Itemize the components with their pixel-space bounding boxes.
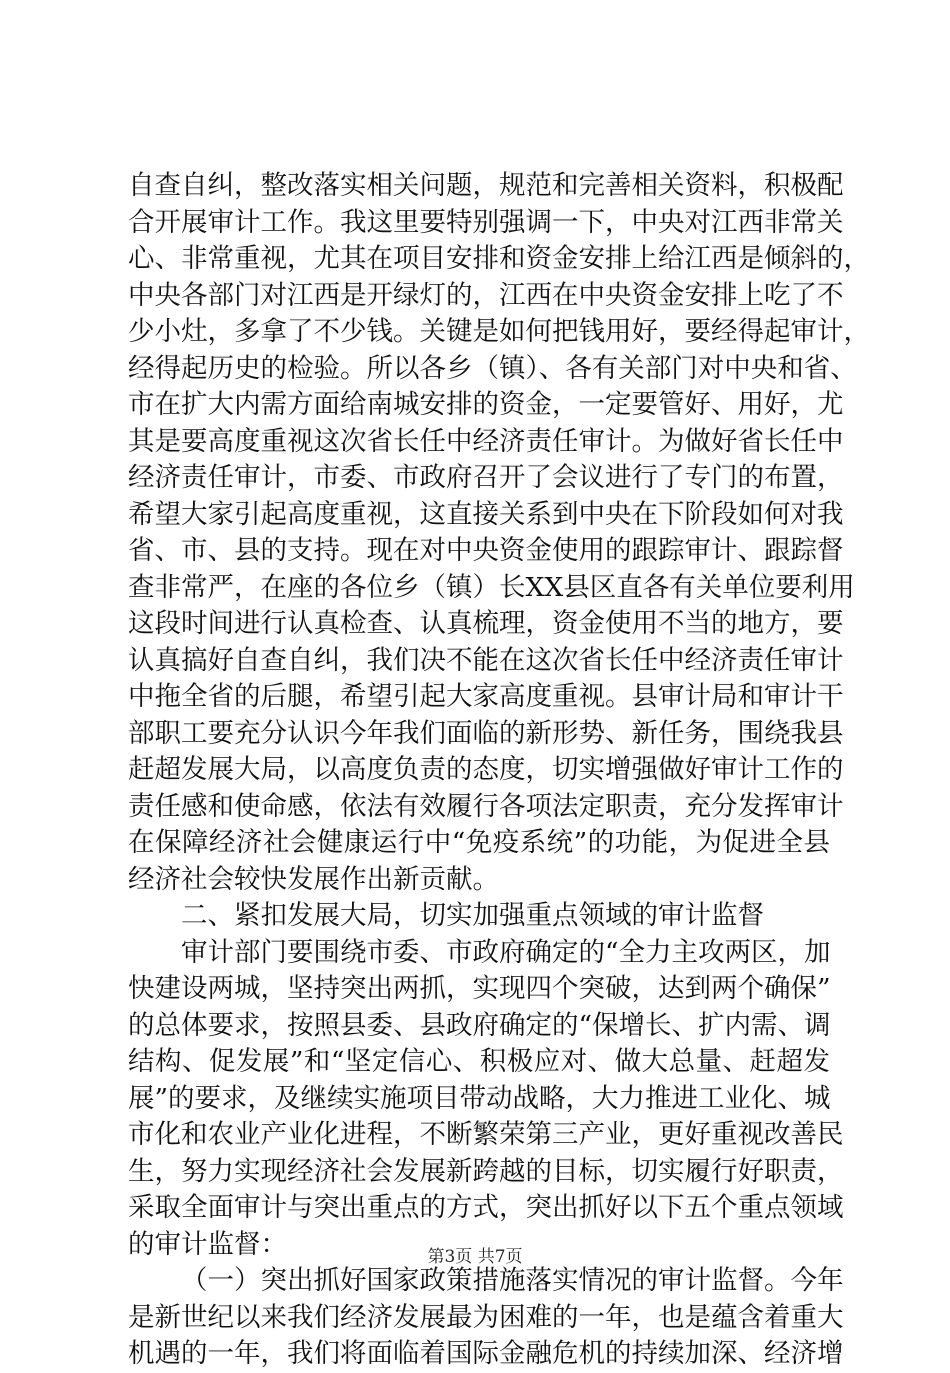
document-body <box>128 168 870 1373</box>
text-line: 快建设两城，坚持突出两抓，实现四个突破，达到两个确保” <box>128 973 831 1004</box>
text-line: 合开展审计工作。我这里要特别强调一下，中央对江西非常关 <box>128 206 844 238</box>
text-line: 查非常严，在座的各位乡（镇）长XX县区直各有关单位要利用 <box>128 571 855 603</box>
text-line: 经得起历史的检验。所以各乡（镇）、各有关部门对中央和省、 <box>128 352 857 384</box>
text-line: 机遇的一年，我们将面临着国际金融危机的持续加深、经济增 <box>128 1338 844 1369</box>
text-line: 经济社会较快发展作出新贡献。 <box>128 863 499 895</box>
text-line: 希望大家引起高度重视，这直接关系到中央在下阶段如何对我 <box>128 498 844 530</box>
text-line: 采取全面审计与突出重点的方式，突出抓好以下五个重点领域 <box>128 1192 844 1223</box>
text-line: 责任感和使命感，依法有效履行各项法定职责，充分发挥审计 <box>128 790 844 822</box>
page-footer: 第3页 共7页 <box>427 1247 523 1267</box>
text-line: 市在扩大内需方面给南城安排的资金，一定要管好、用好，尤 <box>128 389 844 420</box>
text-line: 生，努力实现经济社会发展新跨越的目标，切实履行好职责， <box>128 1155 844 1187</box>
text-line: 少小灶，多拿了不少钱。关键是如何把钱用好，要经得起审计， <box>128 316 870 347</box>
text-line: 心、非常重视，尤其在项目安排和资金安排上给江西是倾斜的， <box>128 243 870 274</box>
text-line: 赶超发展大局，以高度负责的态度，切实增强做好审计工作的 <box>128 754 844 785</box>
section-heading: 二、紧扣发展大局，切实加强重点领域的审计监督 <box>181 900 764 931</box>
text-line: 自查自纠，整改落实相关问题，规范和完善相关资料，积极配 <box>128 170 844 201</box>
text-line: 在保障经济社会健康运行中“免疫系统”的功能，为促进全县 <box>128 827 830 858</box>
text-line: 中拖全省的后腿，希望引起大家高度重视。县审计局和审计干 <box>128 681 844 712</box>
text-line: 审计部门要围绕市委、市政府确定的“全力主攻两区，加 <box>181 936 831 968</box>
text-line: 省、市、县的支持。现在对中央资金使用的跟踪审计、跟踪督 <box>128 535 844 566</box>
text-line: 市化和农业产业化进程，不断繁荣第三产业，更好重视改善民 <box>128 1119 844 1150</box>
text-line: 这段时间进行认真检查、认真梳理，资金使用不当的地方，要 <box>128 608 844 639</box>
text-line: 的审计监督： <box>128 1228 287 1260</box>
text-line: 其是要高度重视这次省长任中经济责任审计。为做好省长任中 <box>128 425 844 457</box>
text-line: 展”的要求，及继续实施项目带动战略，大力推进工业化、城 <box>128 1082 831 1114</box>
text-line: （一）突出抓好国家政策措施落实情况的审计监督。今年 <box>181 1265 844 1296</box>
text-line: 中央各部门对江西是开绿灯的，江西在中央资金安排上吃了不 <box>128 279 844 311</box>
text-line: 认真搞好自查自纠，我们决不能在这次省长任中经济责任审计 <box>128 644 844 676</box>
text-line: 是新世纪以来我们经济发展最为困难的一年，也是蕴含着重大 <box>128 1301 844 1333</box>
text-line: 部职工要充分认识今年我们面临的新形势、新任务，围绕我县 <box>128 717 844 749</box>
text-line: 经济责任审计，市委、市政府召开了会议进行了专门的布置， <box>128 462 844 493</box>
text-line: 的总体要求，按照县委、县政府确定的“保增长、扩内需、调 <box>128 1009 831 1041</box>
text-line: 结构、促发展”和“坚定信心、积极应对、做大总量、赶超发 <box>128 1046 830 1077</box>
